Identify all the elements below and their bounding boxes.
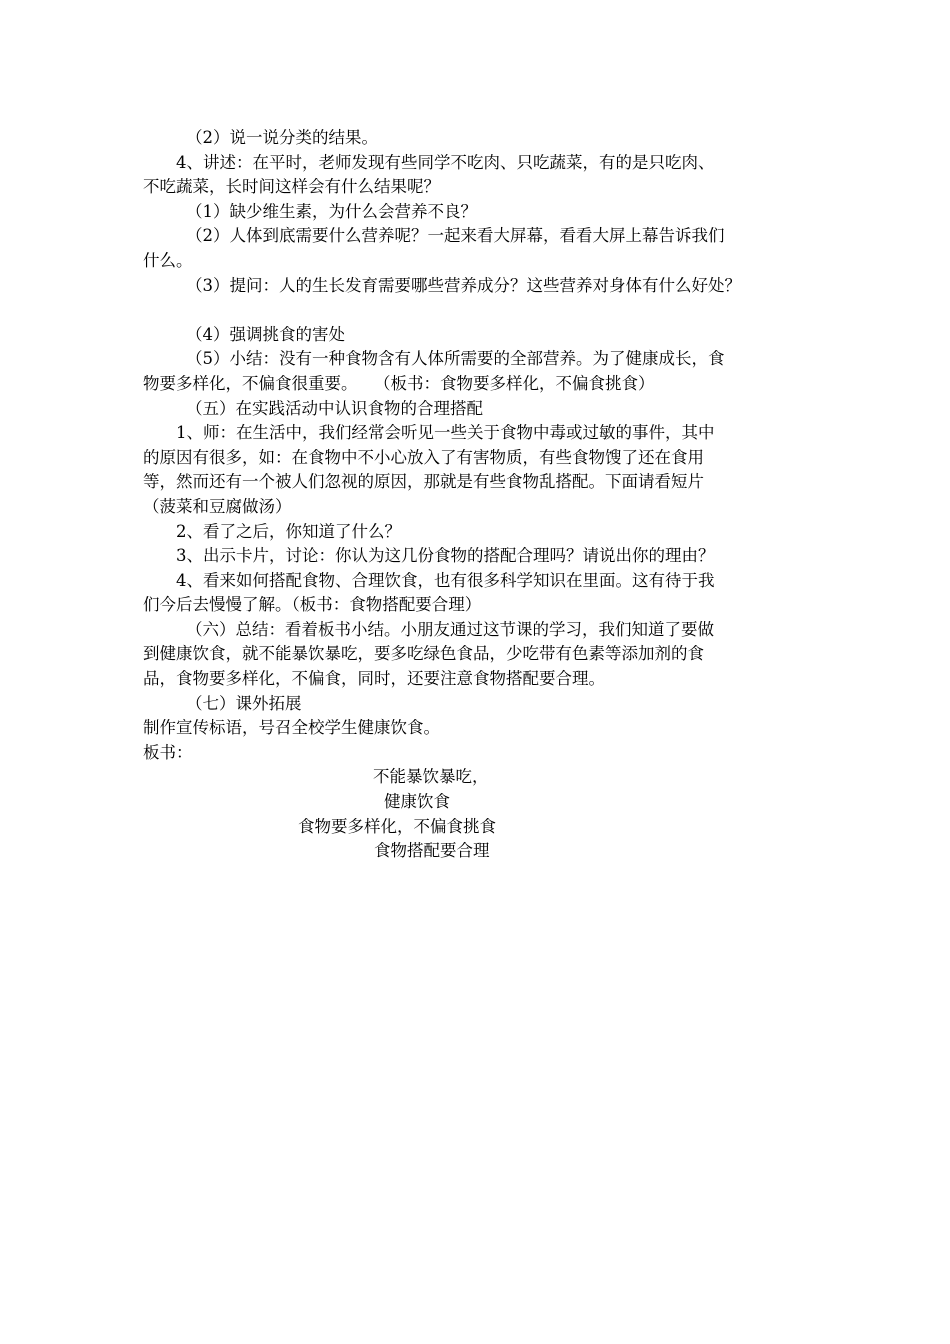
- board-line-1: 不能暴饮暴吃，: [373, 767, 489, 787]
- paragraph-line: 们今后去慢慢了解。（板书：食物搭配要合理）: [143, 595, 482, 615]
- paragraph-line: 的原因有很多，如：在食物中不小心放入了有害物质，有些食物馊了还在食用: [143, 447, 704, 467]
- paragraph-line: 4、看来如何搭配食物、合理饮食，也有很多科学知识在里面。这有待于我: [176, 570, 715, 590]
- paragraph-line: （2）说一说分类的结果。: [186, 128, 378, 147]
- board-line-3: 食物要多样化，不偏食挑食: [298, 816, 496, 836]
- paragraph-line: [143, 298, 815, 323]
- paragraph-line: 1、师：在生活中，我们经常会听见一些关于食物中毒或过敏的事件，其中: [176, 423, 715, 443]
- board-line-2: 健康饮食: [384, 792, 450, 812]
- paragraph-line: 制作宣传标语，号召全校学生健康饮食。: [143, 718, 440, 738]
- paragraph-line: （4）强调挑食的害处: [186, 324, 345, 344]
- paragraph-line: （菠菜和豆腐做汤）: [143, 496, 292, 516]
- paragraph-line: 3、出示卡片，讨论：你认为这几份食物的搭配合理吗？请说出你的理由？: [176, 546, 715, 566]
- paragraph-line: 品，食物要多样化，不偏食，同时，还要注意食物搭配要合理。: [143, 669, 605, 689]
- paragraph-line: 物要多样化，不偏食很重要。 （板书：食物要多样化，不偏食挑食）: [143, 373, 655, 393]
- section-heading: （五）在实践活动中认识食物的合理搭配: [186, 398, 483, 418]
- document-body: [143, 126, 815, 865]
- paragraph-line: （3）提问：人的生长发育需要哪些营养成分？这些营养对身体有什么好处？: [186, 275, 741, 295]
- paragraph-line: 到健康饮食，就不能暴饮暴吃，要多吃绿色食品，少吃带有色素等添加剂的食: [143, 644, 704, 664]
- paragraph-line: 什么。: [143, 250, 193, 270]
- blackboard-summary: [143, 765, 815, 865]
- paragraph-line: 4、讲述：在平时，老师发现有些同学不吃肉、只吃蔬菜，有的是只吃肉、: [176, 152, 715, 172]
- paragraph-line: 等，然而还有一个被人们忽视的原因，那就是有些食物乱搭配。下面请看短片: [143, 472, 704, 492]
- paragraph-line: （2）人体到底需要什么营养呢？一起来看大屏幕，看看大屏上幕告诉我们: [186, 226, 725, 246]
- paragraph-line: （5）小结：没有一种食物含有人体所需要的全部营养。为了健康成长，食: [186, 349, 725, 369]
- section-heading: （七）课外拓展: [186, 693, 302, 713]
- paragraph-line: 不吃蔬菜，长时间这样会有什么结果呢？: [143, 177, 440, 197]
- board-label: 板书：: [143, 742, 193, 762]
- board-line-4: 食物搭配要合理: [374, 841, 490, 861]
- paragraph-line: （六）总结：看着板书小结。小朋友通过这节课的学习，我们知道了要做: [186, 619, 714, 639]
- paragraph-line: 2、看了之后，你知道了什么？: [176, 521, 401, 541]
- paragraph-line: （1）缺少维生素，为什么会营养不良？: [186, 201, 477, 221]
